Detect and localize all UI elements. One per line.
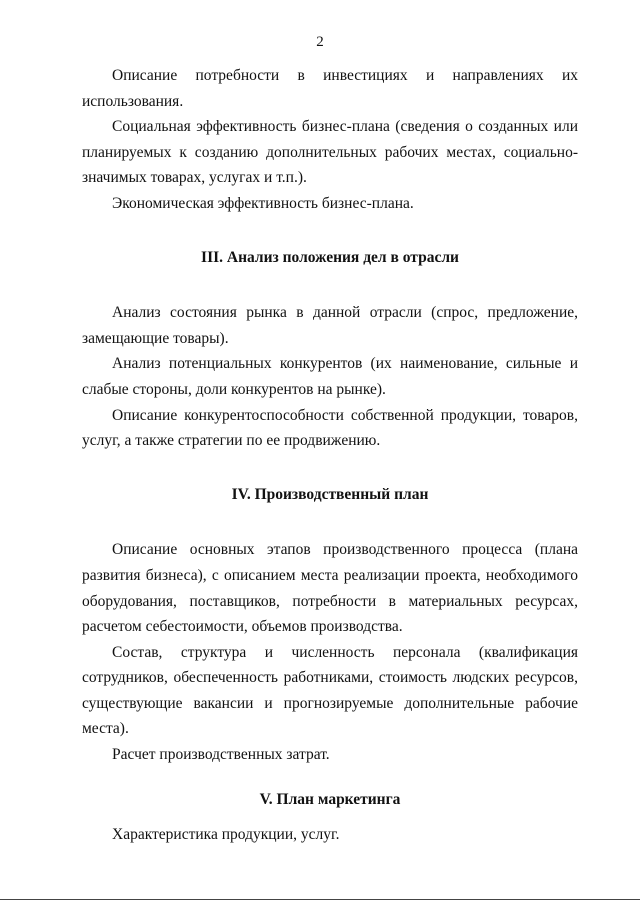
paragraph-production-costs: Расчет производственных затрат. (112, 746, 330, 764)
paragraph-economic-efficiency: Экономическая эффективность бизнес-плана. (112, 194, 414, 212)
paragraph-production-stages: Описание основных этапов производственного процесса (плана развития бизнеса), с описанием места реализации проекта, необходимого оборудования, поставщиков, потребности в материальных ресурсах, расчетом себестоимости, объемов производства. (82, 541, 578, 636)
paragraph-social-efficiency: Социальная эффективность бизнес-плана (сведения о созданных или планируемых к созданию дополнительных рабочих местах, социально-значимых товарах, услугах и т.п.). (82, 118, 578, 187)
paragraph-personnel: Состав, структура и численность персонала (квалификация сотрудников, обеспеченность работниками, стоимость людских ресурсов, существующие вакансии и прогнозируемые дополнительные рабочие места). (82, 643, 578, 738)
paragraph-competitors-analysis: Анализ потенциальных конкурентов (их наименование, сильные и слабые стороны, доли конкурентов на рынке). (82, 355, 578, 398)
paragraph-product-characteristics: Характеристика продукции, услуг. (112, 826, 340, 844)
paragraph-investment-needs: Описание потребности в инвестициях и направлениях их использования. (82, 67, 578, 110)
section-heading-industry-analysis: III. Анализ положения дел в отрасли (201, 248, 459, 266)
page-number: 2 (316, 34, 324, 50)
paragraph-market-analysis: Анализ состояния рынка в данной отрасли (спрос, предложение, замещающие товары). (82, 304, 578, 347)
section-heading-marketing-plan: V. План маркетинга (259, 790, 401, 808)
paragraph-competitiveness: Описание конкурентоспособности собственной продукции, товаров, услуг, а также стратегии по ее продвижению. (82, 406, 578, 450)
scan-bottom-edge (0, 899, 640, 900)
section-heading-production-plan: IV. Производственный план (231, 485, 429, 503)
document-body (82, 63, 578, 848)
